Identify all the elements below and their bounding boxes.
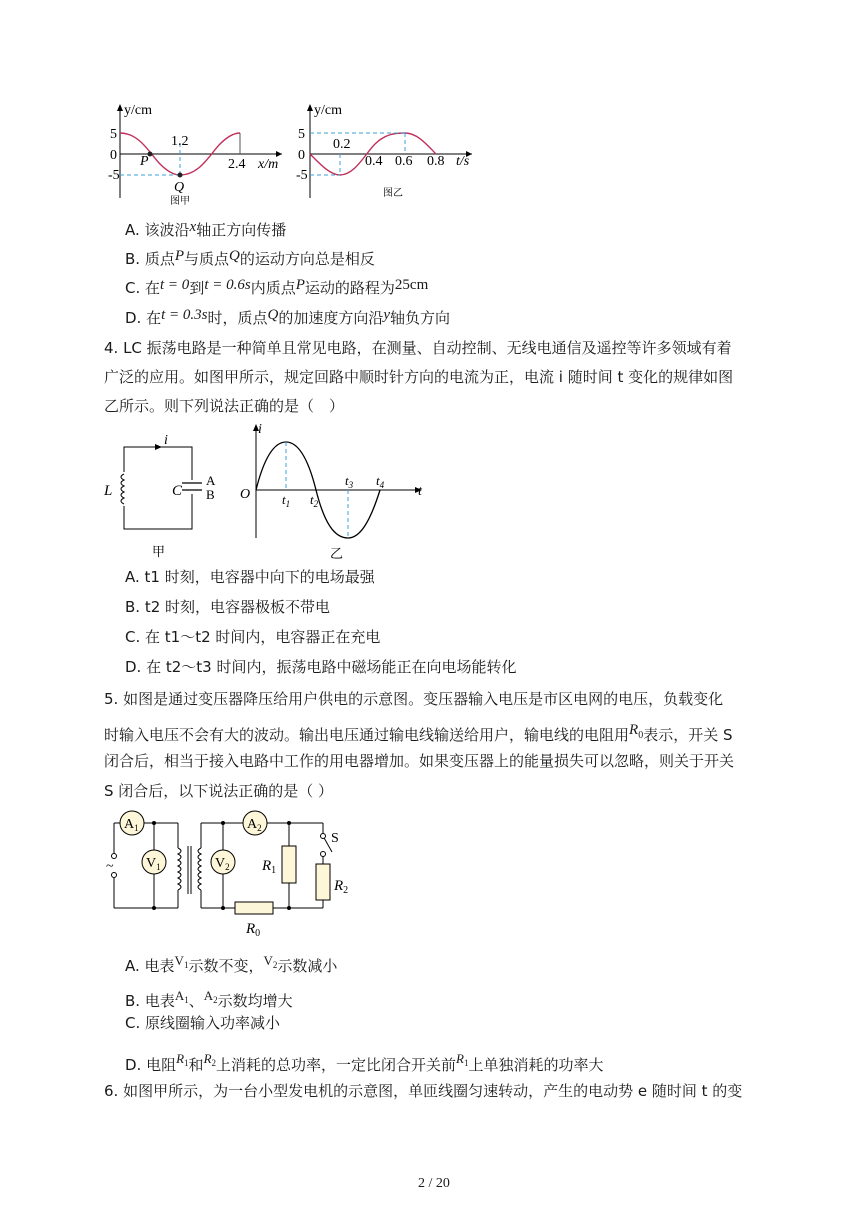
fig-b-y-label: y/cm: [314, 103, 342, 118]
q4-stem-line-3: 乙所示。则下列说法正确的是（ ）: [104, 397, 345, 415]
q3-option-b: B. 质点P与质点Q的运动方向总是相反: [125, 248, 375, 268]
lc-graph-x-label: t: [418, 484, 422, 499]
wave-graph-figure-a: [110, 98, 290, 210]
resistor-r2-label: $R_2$: [334, 878, 349, 896]
q5-option-a: A. 电表$V^1$示数不变，$V^2$示数减小: [125, 953, 338, 975]
fig-b-caption: 图乙: [383, 188, 403, 199]
lc-graph-t4: $t_4$: [376, 473, 385, 490]
fig-b-tick-0: 0: [298, 148, 305, 163]
transformer-circuit-figure: [100, 808, 380, 940]
lc-graph-t3: $t_3$: [345, 473, 354, 490]
fig-a-tick-2-4: 2.4: [228, 157, 246, 172]
q5-stem-line-1: 5. 如图是通过变压器降压给用户供电的示意图。变压器输入电压是市区电网的电压，负载变化: [104, 690, 724, 708]
fig-a-tick-5: 5: [110, 127, 117, 142]
fig-b-tick-0-8: 0.8: [427, 154, 445, 169]
fig-b-tick-0-2: 0.2: [333, 137, 351, 152]
q4-option-d: D. 在 t2～t3 时间内，振荡电路中磁场能正在向电场能转化: [125, 658, 517, 676]
q4-option-b: B. t2 时刻，电容器极板不带电: [125, 598, 331, 616]
fig-b-tick-m5: -5: [296, 168, 308, 183]
voltmeter-v1-label: $V_1$: [146, 856, 161, 872]
q5-stem-line-3: 闭合后，相当于接入电路中工作的用电器增加。如果变压器上的能量损失可以忽略，则关于开关: [104, 752, 735, 770]
q4-stem-line-2: 广泛的应用。如图甲所示，规定回路中顺时针方向的电流为正，电流 i 随时间 t 变化的规律如图: [104, 368, 734, 386]
lc-circuit-caption: 甲: [152, 544, 166, 559]
lc-circuit-figure: [100, 432, 230, 562]
q3-option-a: A. 该波沿x轴正方向传播: [125, 219, 287, 239]
fig-a-tick-1-2: 1.2: [171, 134, 189, 149]
resistor-r1-label: $R_1$: [262, 858, 277, 876]
ammeter-a1-label: $A_1$: [124, 817, 139, 833]
q4-option-a: A. t1 时刻，电容器中向下的电场最强: [125, 568, 375, 586]
q4-stem-line-1: 4. LC 振荡电路是一种简单且常见电路，在测量、自动控制、无线电通信及遥控等许多领域有着: [104, 339, 732, 357]
q3-option-d: D. 在t = 0.3s时，质点Q的加速度方向沿y轴负方向: [125, 307, 451, 327]
fig-a-tick-m5: -5: [108, 168, 120, 183]
q3-option-c: C. 在t = 0到t = 0.6s内质点P运动的路程为25cm: [125, 277, 429, 297]
ammeter-a2-label: $A_2$: [247, 817, 262, 833]
lc-current-graph: [236, 418, 436, 564]
q5-option-d: D. 电阻$R^1$和$R^2$上消耗的总功率，一定比闭合开关前$R^1$上单独消耗的功率大: [125, 1051, 604, 1074]
q6-stem-line-1: 6. 如图甲所示，为一台小型发电机的示意图，单匝线圈匀速转动，产生的电动势 e 随时间 t 的变: [104, 1082, 743, 1100]
lc-graph-t1: $t_1$: [282, 492, 291, 509]
q4-option-c: C. 在 t1～t2 时间内，电容器正在充电: [125, 628, 381, 646]
q5-option-b: B. 电表$A^1$、$A^2$示数均增大: [125, 988, 293, 1010]
wave-graph-figure-b: [290, 98, 490, 210]
q5-stem-line-2: 时输入电压不会有大的波动。输出电压通过输电线输送给用户，输电线的电阻用$R^0$表示，开关 S: [104, 722, 733, 744]
fig-b-tick-0-6: 0.6: [395, 154, 413, 169]
plate-a-label: A: [206, 473, 216, 488]
lc-graph-origin: O: [240, 487, 251, 502]
fig-a-x-label: x/m: [258, 157, 279, 172]
capacitor-label: C: [172, 483, 183, 499]
fig-b-tick-0-4: 0.4: [365, 154, 383, 169]
voltmeter-v2-label: $V_2$: [215, 856, 230, 872]
fig-a-tick-0: 0: [110, 148, 117, 163]
fig-a-y-label: y/cm: [124, 103, 152, 118]
fig-a-point-q: Q: [174, 180, 185, 195]
inductor-label: L: [104, 483, 113, 499]
plate-b-label: B: [206, 487, 215, 502]
lc-graph-caption: 乙: [330, 546, 344, 561]
page-number: 2 / 20: [418, 1176, 450, 1191]
fig-a-point-p: P: [140, 154, 149, 169]
switch-s-label: S: [331, 831, 339, 846]
q5-stem-line-4: S 闭合后，以下说法正确的是（ ）: [104, 782, 334, 800]
fig-a-caption: 图甲: [170, 196, 190, 207]
q5-option-c: C. 原线圈输入功率减小: [125, 1014, 281, 1032]
lc-graph-y-label: i: [258, 422, 262, 437]
fig-b-tick-5: 5: [298, 127, 305, 142]
lc-current-label: i: [164, 433, 168, 448]
resistor-r0-label: $R_0$: [246, 921, 261, 939]
fig-b-x-label: t/s: [456, 154, 470, 169]
ac-source-symbol: ~: [106, 859, 114, 874]
lc-graph-t2: $t_2$: [310, 492, 319, 509]
